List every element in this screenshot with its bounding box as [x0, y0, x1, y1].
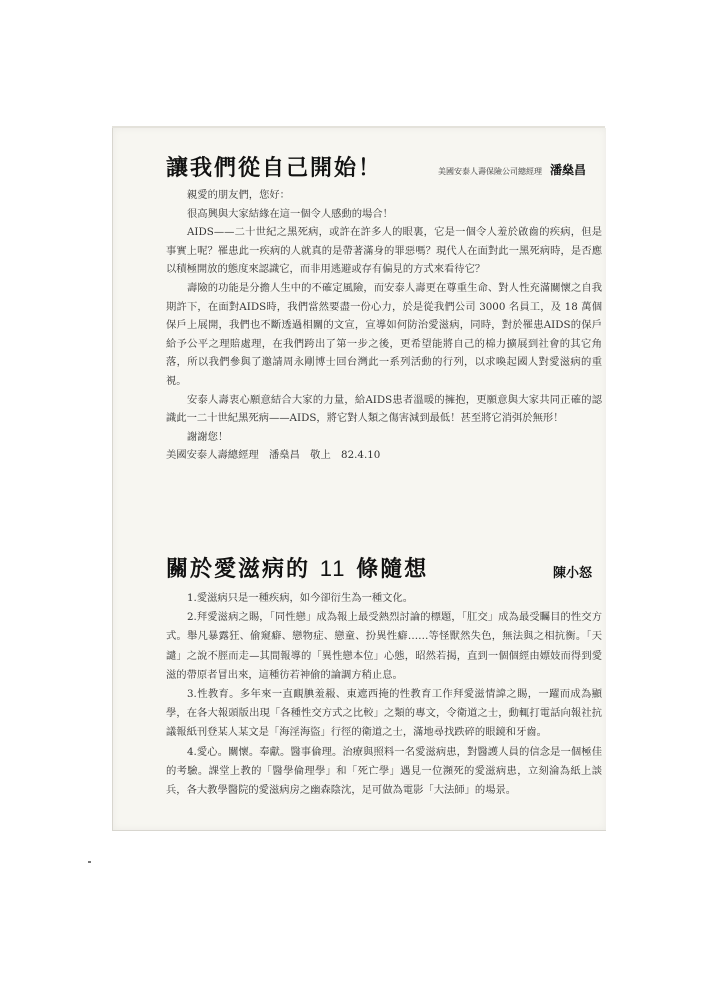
article-letter	[166, 148, 602, 465]
paragraph: 很高興與大家結緣在這一個令人感動的場合！	[187, 207, 393, 220]
article-body	[166, 589, 602, 800]
paragraph: 壽險的功能是分擔人生中的不確定風險，而安泰人壽更在尊重生命、對人性充滿關懷之自我期許下，在面對AIDS時，我們當然要盡一份心力，於是從我們公司 3000 名員工，及 18 萬個保戶上展開，我們也不斷透過相關的文宣，宣導如何防治愛滋病，同時，對於罹患AIDS的保戶給予公平之理賠處理，在我們跨出了第一步之後，更希望能將自己的棉力擴展到社會的其它角落，所以我們參與了邀請周永剛博士回台灣此一系列活動的行列，以求喚起國人對愛滋病的重視。	[166, 281, 602, 387]
article-byline	[438, 161, 586, 178]
article-title: 讓我們從自己開始！	[166, 156, 383, 181]
paragraph: 1.愛滋病只是一種疾病，如今卻衍生為一種文化。	[187, 592, 414, 604]
paragraph: 謝謝您！	[187, 430, 229, 443]
title-suffix: 條隨想	[356, 557, 429, 582]
title-number: 11	[319, 556, 347, 581]
paragraph: AIDS——二十世紀之黑死病，或許在許多人的眼裏，它是一個令人羞於啟齒的疾病，但是事實上呢？罹患此一疾病的人就真的是帶著滿身的罪惡嗎？現代人在面對此一黑死病時，是否應以積極開放的態度來認識它，而非用逃避或存有偏見的方式來看待它？	[166, 226, 602, 276]
paragraph: 4.愛心。關懷。奉獻。醫事倫理。治療與照料一名愛滋病患，對醫護人員的信念是一個極佳的考驗。課堂上教的「醫學倫理學」和「死亡學」遇見一位瀕死的愛滋病患，立刻淪為紙上談兵，各大教學醫院的愛滋病房之幽森陰沈，足可做為電影「大法師」的場景。	[166, 745, 602, 797]
byline-name: 潘燊昌	[549, 163, 586, 177]
paragraph: 2.拜愛滋病之賜，「同性戀」成為報上最受熱烈討論的標題，「肛交」成為最受矚目的性交方式。舉凡暴露狂、偷窺癖、戀物症、戀童、扮異性癖……等怪獸然失色，無法與之相抗衡。「天譴」之說不脛而走—其間報導的「異性戀本位」心態，昭然若揭，直到一個個經由嫖妓而得到愛滋的帶原者冒出來，這種彷若神偷的論調方稍止息。	[166, 611, 602, 681]
paragraph: 安泰人壽衷心願意結合大家的力量，給AIDS患者溫暖的擁抱，更願意與大家共同正確的認識此一二十世紀黑死病——AIDS，將它對人類之傷害減到最低！甚至將它消弭於無形！	[166, 393, 602, 425]
article-header	[166, 549, 602, 585]
paragraph: 親愛的朋友們，您好：	[187, 189, 290, 201]
article-header	[166, 148, 602, 184]
signature: 美國安泰人壽總經理 潘燊昌 敬上 82.4.10	[166, 449, 381, 462]
paragraph: 3.性教育。多年來一直靦腆羞赧、東遮西掩的性教育工作拜愛滋情諱之賜，一躍而成為顯學，在各大報頭版出現「各種性交方式之比較」之類的專文，令衛道之士，動輒打電話向報社抗議報紙刊登某人某文是「海淫海盜」行徑的衛道之士，滿地尋找跌碎的眼鏡和牙齒。	[166, 688, 602, 739]
article-body	[166, 186, 602, 465]
byline-role: 美國安泰人壽保險公司總經理	[437, 167, 542, 176]
article-essay	[166, 549, 602, 800]
article-author: 陳小怒	[552, 566, 592, 581]
article-title	[166, 552, 428, 583]
scan-speck	[88, 861, 91, 863]
title-prefix: 關於愛滋病的	[166, 557, 311, 582]
